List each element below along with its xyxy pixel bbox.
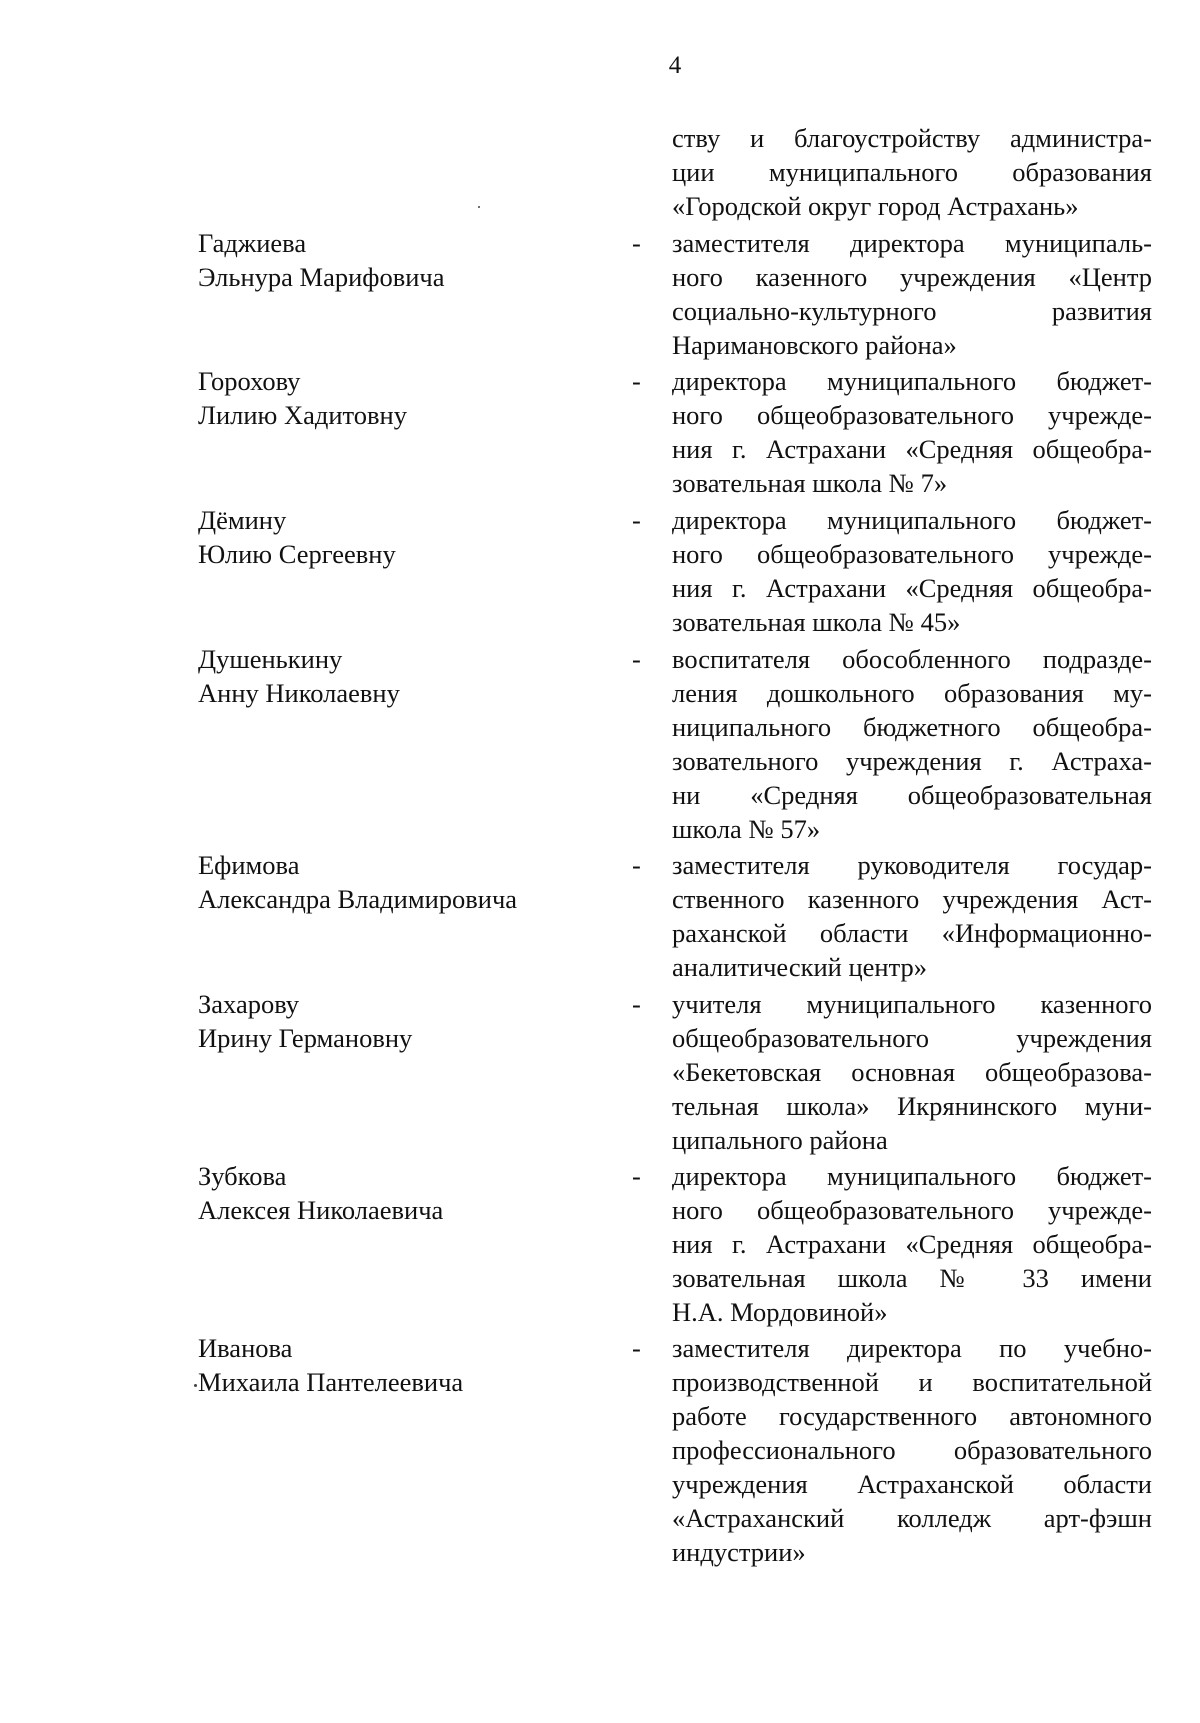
position-line: школа № 57» bbox=[672, 814, 821, 844]
position-line: ления дошкольного образования му- bbox=[672, 678, 1152, 708]
appointee-surname: Гаджиева bbox=[198, 228, 307, 258]
position-line: ственного казенного учреждения Аст- bbox=[672, 884, 1152, 914]
position-line: производственной и воспитательной bbox=[672, 1367, 1152, 1397]
entry-dash: - bbox=[632, 1333, 641, 1363]
appointee-given-names: Анну Николаевну bbox=[198, 678, 400, 708]
entry-dash: - bbox=[632, 1161, 641, 1191]
entry-dash: - bbox=[632, 228, 641, 258]
position-line: ния г. Астрахани «Средняя общеобра- bbox=[672, 1229, 1152, 1259]
position-line: индустрии» bbox=[672, 1537, 806, 1567]
appointee-surname: Зубкова bbox=[198, 1161, 287, 1191]
continuation-line: «Городской округ город Астрахань» bbox=[672, 191, 1079, 221]
entry-dash: - bbox=[632, 366, 641, 396]
position-line: тельная школа» Икрянинского муни- bbox=[672, 1091, 1152, 1121]
position-line: заместителя руководителя государ- bbox=[672, 850, 1152, 880]
position-line: ного общеобразовательного учрежде- bbox=[672, 539, 1152, 569]
position-line: ного казенного учреждения «Центр bbox=[672, 262, 1152, 292]
position-line: директора муниципального бюджет- bbox=[672, 366, 1152, 396]
position-line: заместителя директора муниципаль- bbox=[672, 228, 1152, 258]
position-line: социально-культурного развития bbox=[672, 296, 1152, 326]
appointee-given-names: Михаила Пантелеевича bbox=[198, 1367, 464, 1397]
appointee-surname: Душенькину bbox=[198, 644, 343, 674]
position-line: ния г. Астрахани «Средняя общеобра- bbox=[672, 573, 1152, 603]
position-line: зовательная школа № 45» bbox=[672, 607, 961, 637]
position-line: «Астраханский колледж арт-фэшн bbox=[672, 1503, 1152, 1533]
position-line: воспитателя обособленного подразде- bbox=[672, 644, 1152, 674]
appointee-given-names: Александра Владимировича bbox=[198, 884, 518, 914]
appointee-surname: Горохову bbox=[198, 366, 301, 396]
appointee-given-names: Эльнура Марифовича bbox=[198, 262, 445, 292]
position-line: работе государственного автономного bbox=[672, 1401, 1152, 1431]
position-line: зовательная школа № 7» bbox=[672, 468, 948, 498]
continuation-line: ции муниципального образования bbox=[672, 157, 1152, 187]
position-line: директора муниципального бюджет- bbox=[672, 505, 1152, 535]
position-line: Н.А. Мордовиной» bbox=[672, 1297, 888, 1327]
position-line: учителя муниципального казенного bbox=[672, 989, 1152, 1019]
position-line: директора муниципального бюджет- bbox=[672, 1161, 1152, 1191]
appointee-surname: Захарову bbox=[198, 989, 300, 1019]
appointee-surname: Ефимова bbox=[198, 850, 300, 880]
position-line: Наримановского района» bbox=[672, 330, 957, 360]
position-line: раханской области «Информационно- bbox=[672, 918, 1152, 948]
position-line: зовательная школа № 33 имени bbox=[672, 1263, 1152, 1293]
scan-speck bbox=[194, 1384, 197, 1387]
position-line: заместителя директора по учебно- bbox=[672, 1333, 1152, 1363]
appointee-surname: Дёмину bbox=[198, 505, 287, 535]
position-line: учреждения Астраханской области bbox=[672, 1469, 1152, 1499]
position-line: ного общеобразовательного учрежде- bbox=[672, 400, 1152, 430]
appointee-given-names: Ирину Германовну bbox=[198, 1023, 413, 1053]
page-number: 4 bbox=[668, 52, 682, 79]
position-line: ниципального бюджетного общеобра- bbox=[672, 712, 1152, 742]
entry-dash: - bbox=[632, 505, 641, 535]
appointee-given-names: Лилию Хадитовну bbox=[198, 400, 407, 430]
position-line: аналитический центр» bbox=[672, 952, 928, 982]
position-line: ципального района bbox=[672, 1125, 888, 1155]
position-line: ния г. Астрахани «Средняя общеобра- bbox=[672, 434, 1152, 464]
position-line: ного общеобразовательного учрежде- bbox=[672, 1195, 1152, 1225]
position-line: «Бекетовская основная общеобразова- bbox=[672, 1057, 1152, 1087]
entry-dash: - bbox=[632, 850, 641, 880]
appointee-given-names: Алексея Николаевича bbox=[198, 1195, 444, 1225]
position-line: зовательного учреждения г. Астраха- bbox=[672, 746, 1152, 776]
position-line: ни «Средняя общеобразовательная bbox=[672, 780, 1152, 810]
entry-dash: - bbox=[632, 989, 641, 1019]
continuation-line: ству и благоустройству администра- bbox=[672, 123, 1152, 153]
position-line: общеобразовательного учреждения bbox=[672, 1023, 1152, 1053]
appointee-surname: Иванова bbox=[198, 1333, 293, 1363]
appointee-given-names: Юлию Сергеевну bbox=[198, 539, 396, 569]
entry-dash: - bbox=[632, 644, 641, 674]
position-line: профессионального образовательного bbox=[672, 1435, 1152, 1465]
scan-speck bbox=[478, 206, 480, 208]
